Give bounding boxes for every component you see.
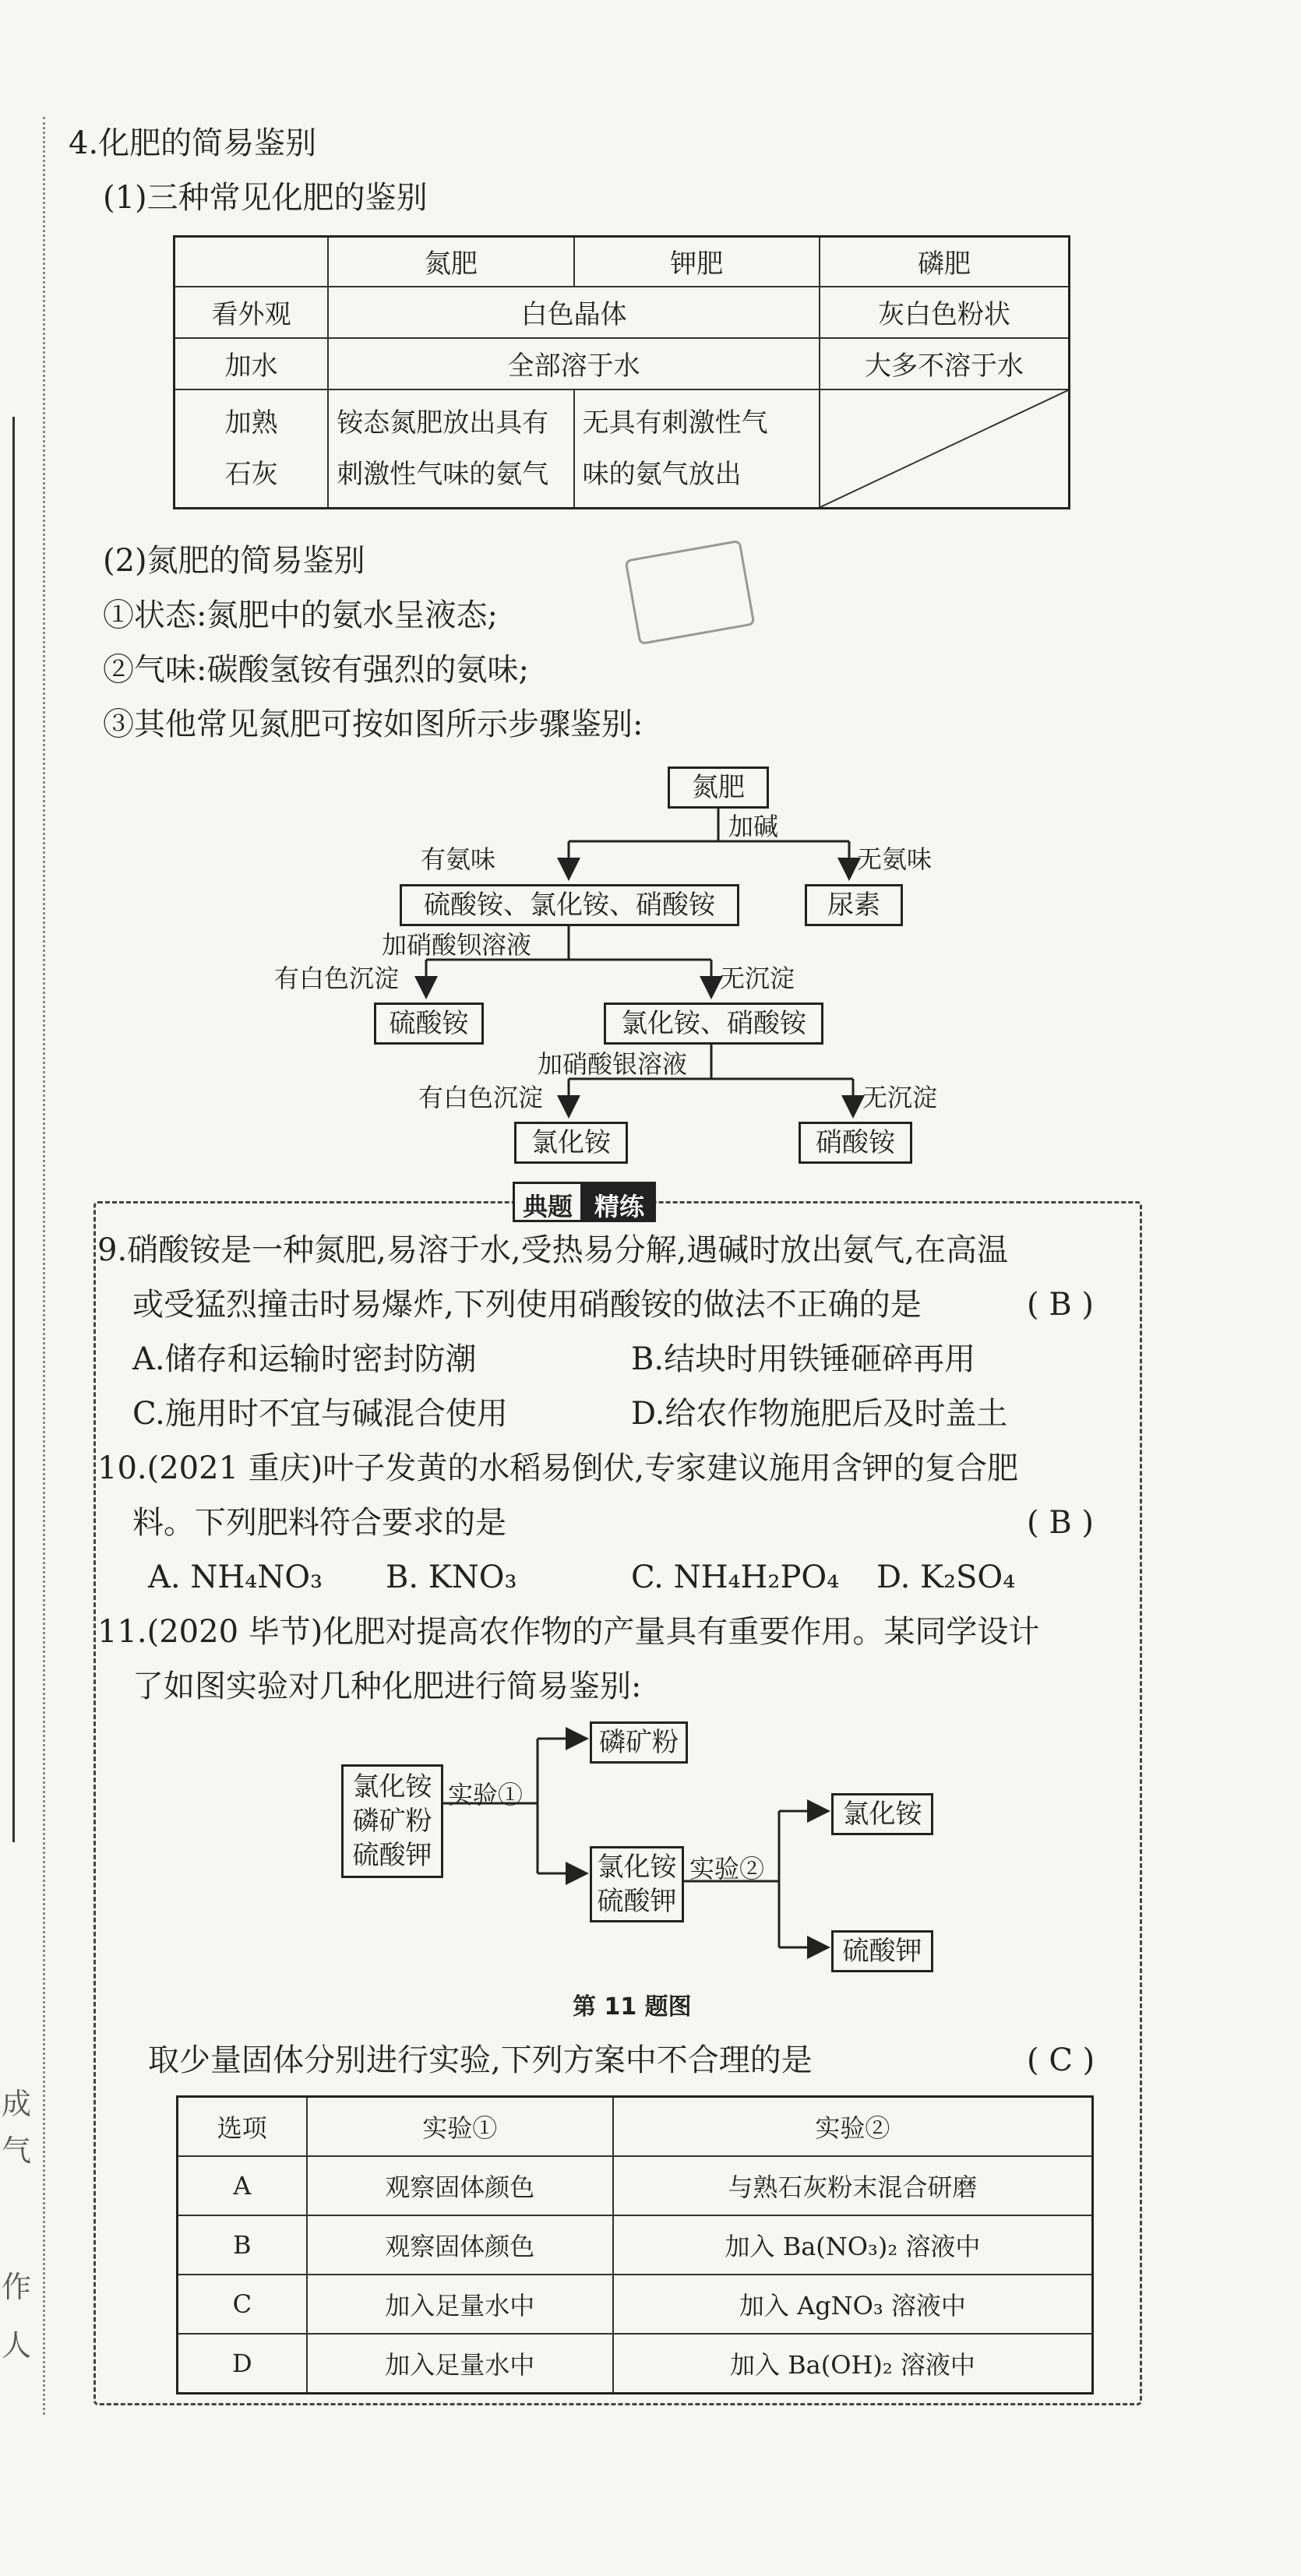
edge-char: 成 bbox=[2, 2087, 32, 2121]
flow-label: 无沉淀 bbox=[720, 964, 795, 993]
flow-label: 有白色沉淀 bbox=[274, 964, 400, 993]
q11-node-potassium-sulfate: 硫酸钾 bbox=[831, 1930, 933, 1972]
q10-option-b: B. KNO₃ bbox=[386, 1559, 517, 1595]
table-cell: 灰白色粉状 bbox=[820, 287, 1070, 338]
subsection-1-title: (1)三种常见化肥的鉴别 bbox=[103, 180, 428, 216]
list-item: ③其他常见氮肥可按如图所示步骤鉴别: bbox=[103, 707, 643, 742]
q11-node-ammonium-chloride: 氯化铵 bbox=[831, 1793, 933, 1835]
table-cell: B bbox=[178, 2215, 307, 2275]
table-cell: C bbox=[178, 2275, 307, 2334]
table-header: 实验① bbox=[307, 2097, 613, 2157]
badge-right: 精练 bbox=[583, 1182, 656, 1222]
table-cell: 白色晶体 bbox=[328, 287, 820, 338]
list-item: ②气味:碳酸氢铵有强烈的氨味; bbox=[103, 652, 529, 688]
flow-label: 加硝酸银溶液 bbox=[538, 1049, 688, 1079]
table-header: 实验② bbox=[613, 2097, 1093, 2157]
table-cell: 观察固体颜色 bbox=[307, 2156, 613, 2215]
cell-line: 铵态氮肥放出具有 bbox=[337, 407, 549, 439]
q11-line1: 11.(2020 毕节)化肥对提高农作物的产量具有重要作用。某同学设计 bbox=[97, 1614, 1040, 1650]
flow-label: 加碱 bbox=[728, 812, 779, 841]
flow-node-group2: 氯化铵、硝酸铵 bbox=[604, 1003, 823, 1045]
q11-start-item: 磷矿粉 bbox=[352, 1806, 432, 1837]
flow-label: 无沉淀 bbox=[862, 1083, 938, 1112]
q9-option-d: D.给农作物施肥后及时盖土 bbox=[631, 1396, 1008, 1432]
q9-option-c: C.施用时不宜与碱混合使用 bbox=[132, 1396, 508, 1432]
q11-line2: 了如图实验对几种化肥进行简易鉴别: bbox=[132, 1669, 642, 1704]
q9-line1: 9.硝酸铵是一种氮肥,易溶于水,受热易分解,遇碱时放出氨气,在高温 bbox=[97, 1232, 1009, 1268]
table-cell: 加入 Ba(NO₃)₂ 溶液中 bbox=[613, 2215, 1093, 2275]
q11-mid-item: 硫酸钾 bbox=[597, 1886, 677, 1917]
table-cell: 加入 AgNO₃ 溶液中 bbox=[613, 2275, 1093, 2334]
q9-option-a: A.储存和运输时密封防潮 bbox=[132, 1341, 477, 1377]
flow-label: 加硝酸钡溶液 bbox=[382, 930, 532, 960]
table-row bbox=[178, 2334, 1093, 2394]
table-header: 钾肥 bbox=[574, 237, 820, 287]
row-label-line: 加熟 bbox=[224, 407, 278, 439]
cell-line: 刺激性气味的氨气 bbox=[337, 458, 549, 490]
table-cell: 大多不溶于水 bbox=[820, 338, 1070, 389]
q11-mid-box bbox=[590, 1846, 684, 1922]
table-cell: 全部溶于水 bbox=[328, 338, 820, 389]
q9-answer: ( B ) bbox=[1027, 1287, 1095, 1323]
table-cell: D bbox=[178, 2334, 307, 2394]
table-cell: 观察固体颜色 bbox=[307, 2215, 613, 2275]
q11-start-box bbox=[341, 1764, 443, 1878]
flow-node-nitrogen-fertilizer: 氮肥 bbox=[668, 766, 769, 809]
badge-left: 典题 bbox=[513, 1182, 583, 1222]
flow-label: 无氨味 bbox=[857, 844, 933, 874]
q10-line1: 10.(2021 重庆)叶子发黄的水稻易倒伏,专家建议施用含钾的复合肥 bbox=[97, 1450, 1019, 1486]
q10-line2: 料。下列肥料符合要求的是 bbox=[132, 1505, 506, 1541]
cell-line: 味的氨气放出 bbox=[582, 458, 742, 490]
q10-option-c: C. NH₄H₂PO₄ bbox=[631, 1559, 840, 1595]
q9-option-b: B.结块时用铁锤砸碎再用 bbox=[631, 1341, 976, 1377]
q11-prompt: 取少量固体分别进行实验,下列方案中不合理的是 bbox=[148, 2042, 813, 2078]
q10-option-a: A. NH₄NO₃ bbox=[148, 1559, 323, 1595]
edge-char: 人 bbox=[2, 2328, 32, 2363]
table-row bbox=[178, 2275, 1093, 2334]
table-cell: 加入足量水中 bbox=[307, 2275, 613, 2334]
flow-node-ammonium-chloride: 氯化铵 bbox=[514, 1122, 628, 1164]
q10-answer: ( B ) bbox=[1027, 1505, 1095, 1541]
q11-answer: ( C ) bbox=[1027, 2042, 1095, 2078]
row-label: 看外观 bbox=[175, 287, 329, 338]
table-row bbox=[178, 2156, 1093, 2215]
flow-node-urea: 尿素 bbox=[805, 884, 903, 926]
figure-caption: 第 11 题图 bbox=[573, 1993, 692, 2021]
q11-exp2-label: 实验② bbox=[689, 1854, 765, 1884]
table-cell: 与熟石灰粉末混合研磨 bbox=[613, 2156, 1093, 2215]
edge-char: 气 bbox=[2, 2134, 32, 2168]
flow-node-group1: 硫酸铵、氯化铵、硝酸铵 bbox=[400, 884, 739, 926]
table-row bbox=[178, 2215, 1093, 2275]
q10-option-d: D. K₂SO₄ bbox=[876, 1559, 1016, 1595]
row-label-line: 石灰 bbox=[224, 458, 278, 490]
list-item: ①状态:氮肥中的氨水呈液态; bbox=[103, 597, 498, 633]
table-header: 氮肥 bbox=[328, 237, 573, 287]
flow-node-ammonium-nitrate: 硝酸铵 bbox=[799, 1122, 912, 1164]
q11-start-item: 硫酸钾 bbox=[352, 1840, 432, 1871]
cell-line: 无具有刺激性气 bbox=[582, 407, 768, 439]
table-header: 磷肥 bbox=[820, 237, 1070, 287]
q11-node-phosphate: 磷矿粉 bbox=[590, 1721, 688, 1764]
subsection-2-title: (2)氮肥的简易鉴别 bbox=[103, 543, 365, 579]
flow-label: 有氨味 bbox=[421, 844, 496, 874]
q9-line2: 或受猛烈撞击时易爆炸,下列使用硝酸铵的做法不正确的是 bbox=[132, 1287, 922, 1323]
q11-options-table bbox=[176, 2095, 1094, 2395]
table-cell: A bbox=[178, 2156, 307, 2215]
row-label: 加水 bbox=[175, 338, 329, 389]
flow-label: 有白色沉淀 bbox=[418, 1083, 544, 1112]
q11-start-item: 氯化铵 bbox=[352, 1771, 432, 1802]
flow-node-ammonium-sulfate: 硫酸铵 bbox=[374, 1003, 484, 1045]
edge-char: 作 bbox=[2, 2270, 32, 2304]
q11-exp1-label: 实验① bbox=[448, 1780, 524, 1810]
table-cell: 加入足量水中 bbox=[307, 2334, 613, 2394]
table-header: 选项 bbox=[178, 2097, 307, 2157]
q11-mid-item: 氯化铵 bbox=[597, 1852, 677, 1883]
table-cell: 加入 Ba(OH)₂ 溶液中 bbox=[613, 2334, 1093, 2394]
section-title: 4.化肥的简易鉴别 bbox=[69, 125, 317, 161]
